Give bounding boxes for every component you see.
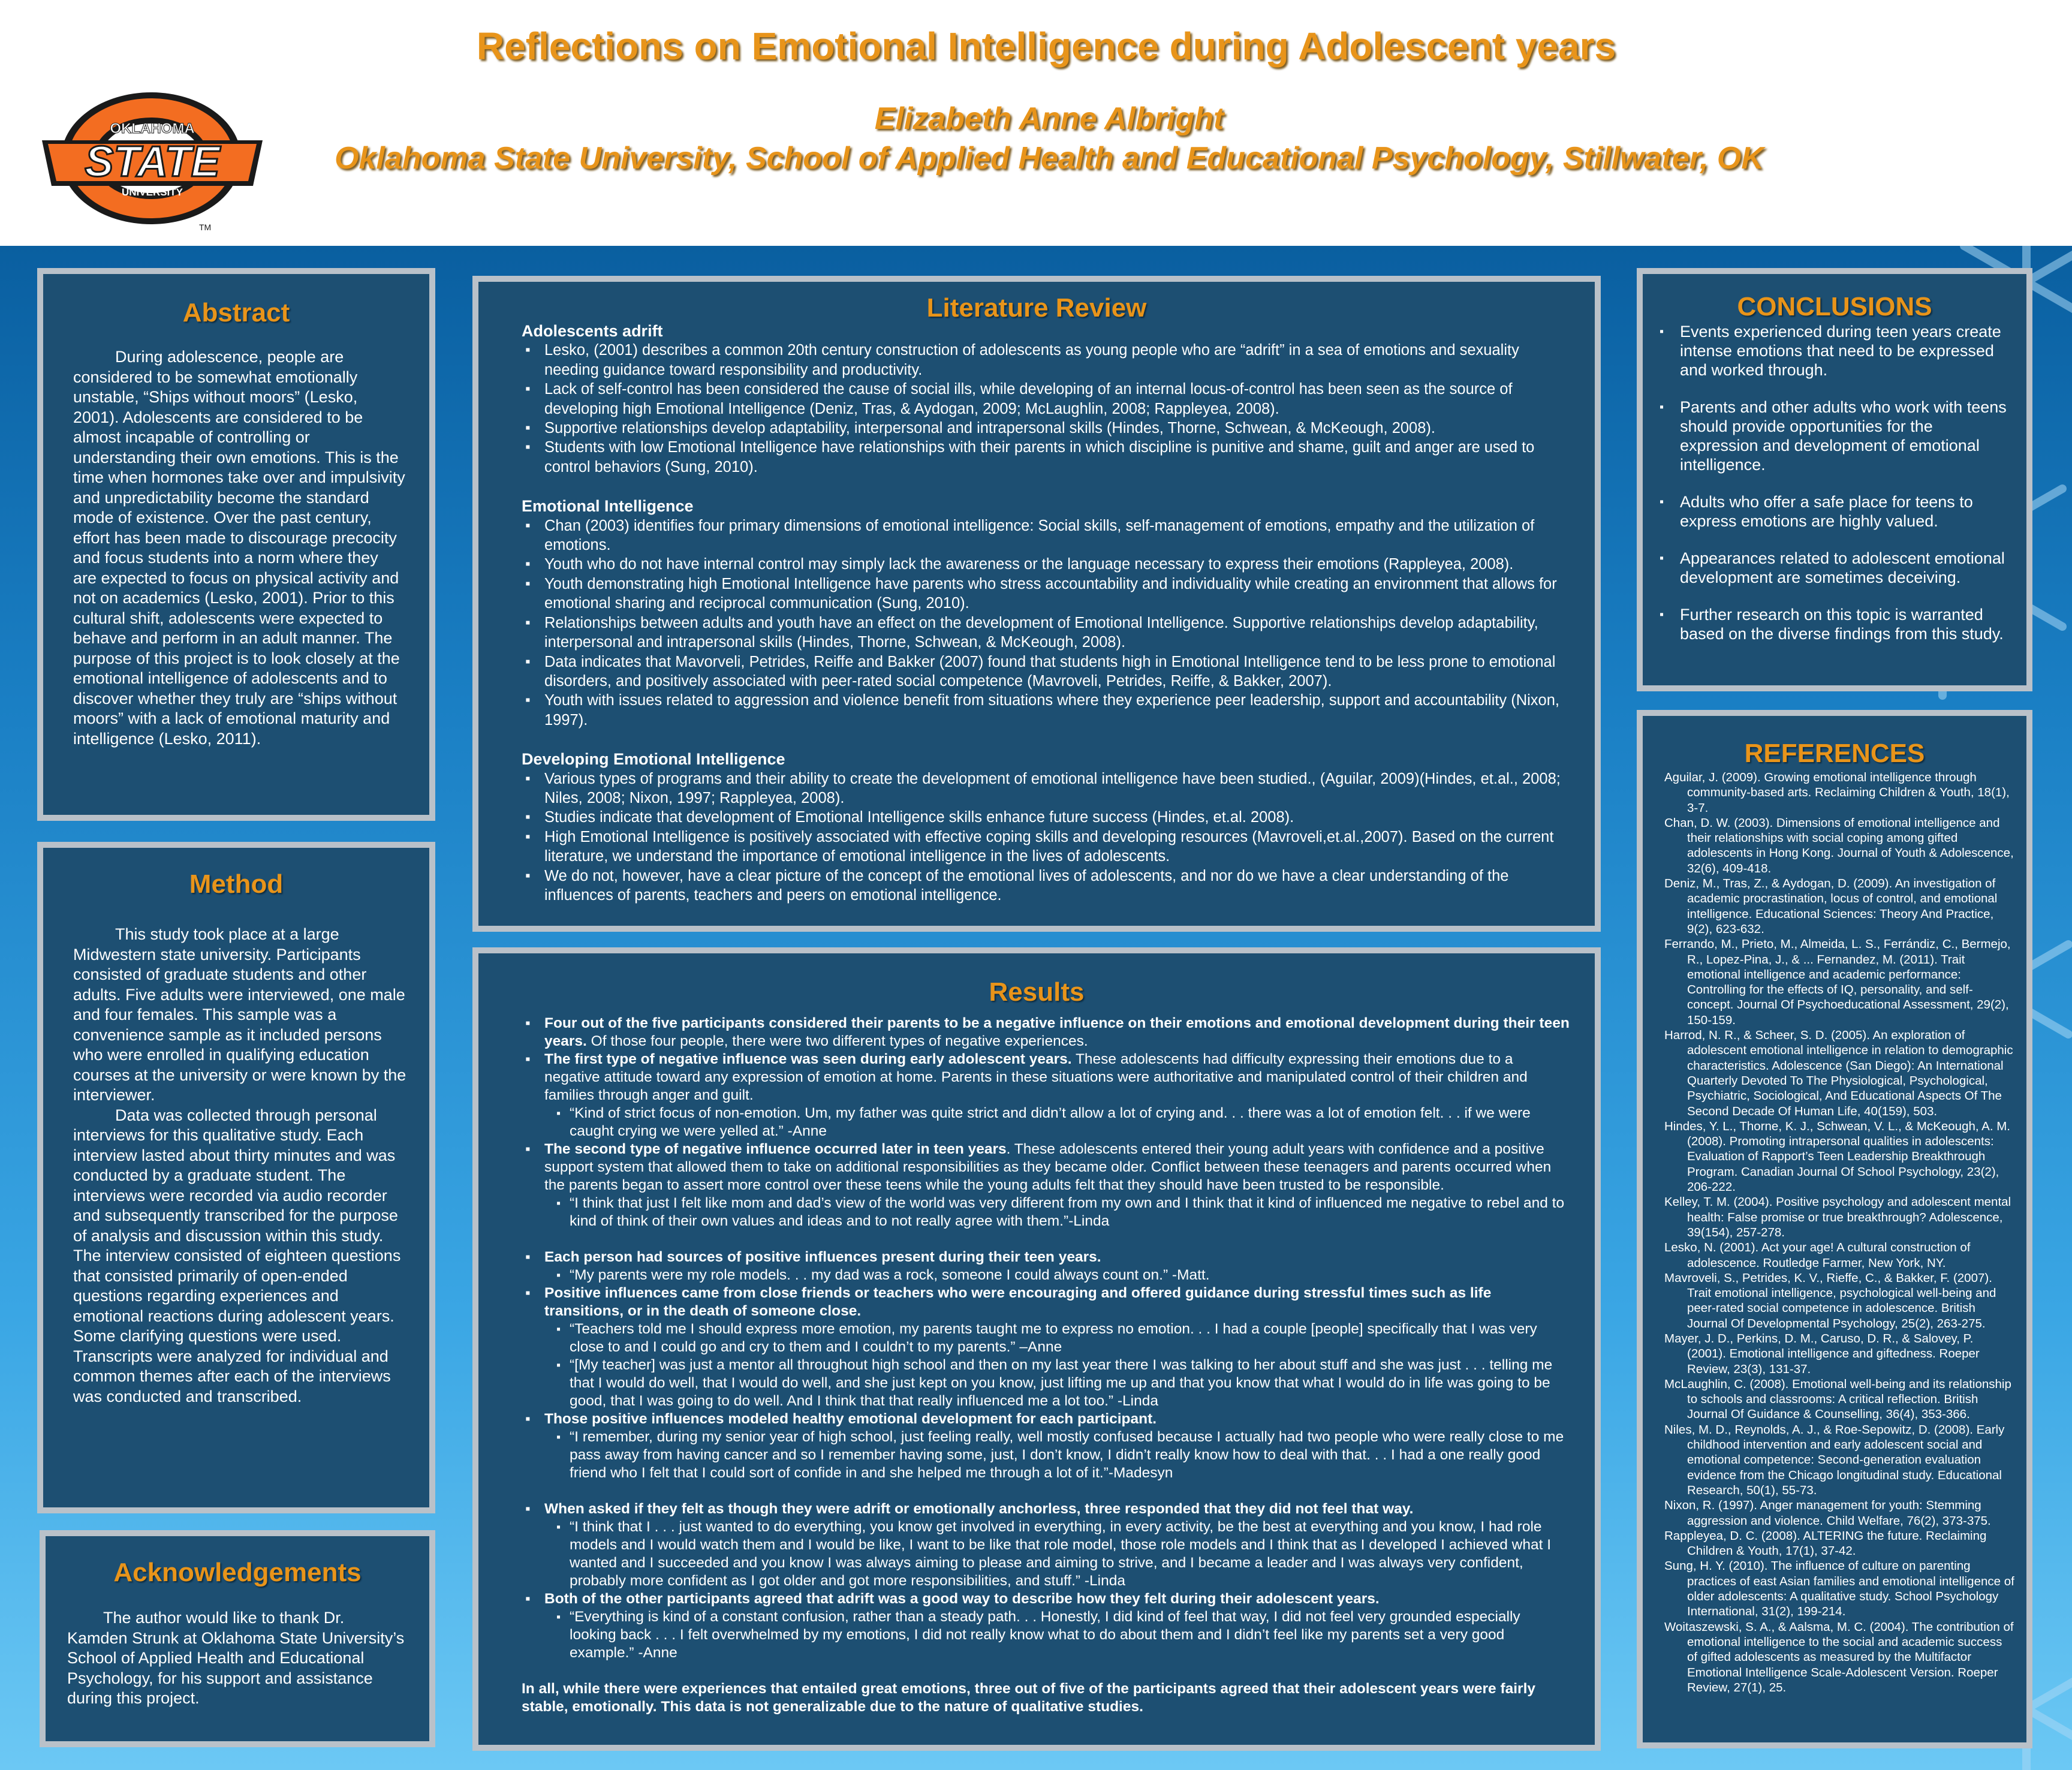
method-panel: [37, 842, 435, 1513]
acknowledgements-text: The author would like to thank Dr. Kamden Strunk at Oklahoma State University’s School of Applied Health and Educational Psychology, for his support and assistance during this project.: [67, 1609, 405, 1707]
lit-heading-adrift: Adolescents adrift: [522, 322, 663, 340]
reference-item: Rappleyea, D. C. (2008). ALTERING the future. Reclaiming Children & Youth, 17(1), 37-42.: [1664, 1528, 1987, 1558]
conclusions-title: CONCLUSIONS: [1737, 292, 1932, 321]
result-3-text: . These adolescents entered their young adult years with confidence and a positive support system that allowed them to take on additional responsibilities as they became older. Conflict between these teenagers and parents occurred when the parents began to assert more control over these teens while the young adults felt that they should have been trusted to be responsible.: [544, 1141, 1552, 1193]
acknowledgements-title: Acknowledgements: [113, 1558, 362, 1587]
lit-item: ▪ Chan (2003) identifies four primary dimensions of emotional intelligence: Social skills, self-management of emotions, empathy and the utilization of emotions.: [544, 516, 1573, 555]
method-paragraph-2: Data was collected through personal interviews for this qualitative study. Each interview lasted about thirty minutes and was conducted by a graduate student. The interviews were recorded via audio recorder and subsequently transcribed for the purpose of analysis and discussion within this study. The interview consisted of eighteen questions that consisted primarily of open-ended questions regarding experiences and emotional reactions during adolescent years. Some clarifying questions were used. Transcripts were analyzed for individual and common themes after each of the interviews was conducted and transcribed.: [73, 1106, 401, 1405]
conclusion-item: ▪ Further research on this topic is warranted based on the diverse findings from this study.: [1680, 605, 2011, 643]
lit-item: ▪ Youth demonstrating high Emotional Intelligence have parents who stress accountability and individuality while creating an environment that allows for emotional sharing and reciprocal communication (Sung, 2010).: [544, 574, 1573, 613]
result-2-text: These adolescents had difficulty expressing their emotions due to a negative attitude toward any expression of emotion at home. Parents in these situations were authoritative and manipulated control of their children and families through anger and guilt.: [544, 1051, 1528, 1103]
lit-heading-ei: Emotional Intelligence: [522, 497, 694, 516]
lit-item: ▪ Relationships between adults and youth have an effect on the development of Emotional Intelligence. Supportive relationships develop adaptability, interpersonal and intrapersonal skills (Hindes, Thorne, Schwean, & McKeough, 2008).: [544, 613, 1573, 652]
reference-item: McLaughlin, C. (2008). Emotional well-being and its relationship to schools and classrooms: A critical reflection. British Journal Of Guidance & Counselling, 36(4), 353-366.: [1664, 1377, 2011, 1422]
abstract-text: During adolescence, people are considered to be somewhat emotionally unstable, “Ships without moors” (Lesko, 2001). Adolescents are considered to be almost incapable of controlling or understanding their own emotions. This is the time when hormones take over and impulsivity and unpredictability become the standard mode of existence. Over the past century, effort has been made to discourage precocity and focus students into a norm where they are expected to focus on physical activity and not on academics (Lesko, 2001). Prior to this cultural shift, adolescents were expected to behave and perform in an adult manner. The purpose of this project is to look closely at the emotional intelligence of adolescents and to discover whether they truly are “ships without moors” with a lack of emotional maturity and intelligence (Lesko, 2011).: [73, 348, 405, 748]
poster-title: Reflections on Emotional Intelligence during Adolescent years: [476, 25, 1616, 68]
result-quote: ▪ “[My teacher] was just a mentor all throughout high school and then on my last year there I was talking to her about stuff and she was just . . . telling me that I would do well, that I would do well, and she just kept on you know, just lifting me up and that you know that what I would do in life was going to be good, that I was going to do well. And I think that that really influenced me a lot too.” -Linda: [570, 1356, 1571, 1410]
abstract-title: Abstract: [182, 298, 290, 327]
result-quote: ▪ “I think that I . . . just wanted to do everything, you know get involved in everything, in every activity, be the best at everything and you know, I had role models and I would watch them and I would be like, I want to be like that role model, those role models and I think that as I developed I achieved what I wanted and I succeeded and you know I was always aiming to please and aiming to strive, and I became a leader and I was always very confident, probably more confident as I got older and got more responsibilities, and stuff.” -Linda: [570, 1518, 1571, 1590]
result-item: [544, 1410, 1571, 1482]
lit-item: ▪ Data indicates that Mavorveli, Petrides, Reiffe and Bakker (2007) found that students high in Emotional Intelligence tend to be less prone to emotional disorders, and positively associated with peer-rated social competence (Mavroveli, Petrides, Reiffe, & Bakker, 2007).: [544, 652, 1573, 691]
result-quote: ▪ “I remember, during my senior year of high school, just feeling really, well mostly confused because I actually had two people who were really close to me pass away from having cancer and so I remember having some, just, I don’t know, I didn’t really know how to deal with that. . . I had a one really good friend who I felt that I could sort of confide in and she helped me through a lot of it.”-Madesyn: [570, 1428, 1571, 1482]
reference-item: Kelley, T. M. (2004). Positive psychology and adolescent mental health: False promise or true breakthrough? Adolescence, 39(154), 257-278.: [1664, 1195, 2011, 1239]
method-paragraph-1: This study took place at a large Midwestern state university. Participants consisted of graduate students and other adults. Five adults were interviewed, one male and four females. This sample was a convenience sample as it included persons who were enrolled in qualifying education courses at the university or were known by the interviewer.: [73, 925, 406, 1104]
result-4-bold: Each person had sources of positive influences present during their teen years.: [544, 1249, 1101, 1265]
lit-item: ▪ Youth with issues related to aggression and violence benefit from situations where they experience peer leadership, support and accountability (Nixon, 1997).: [544, 691, 1573, 730]
result-item: [544, 1050, 1571, 1140]
lit-item: ▪ High Emotional Intelligence is positively associated with effective coping skills and developing resources (Mavroveli,et.al.,2007). Based on the current literature, we understand the importance of emotional intelligence in the lives of adolescents.: [544, 827, 1573, 866]
reference-item: Ferrando, M., Prieto, M., Almeida, L. S., Ferrándiz, C., Bermejo, R., Lopez-Pina, J., & ... Fernandez, M. (2011). Trait emotional intelligence and academic performance: Controlling for the effects of IQ, personality, and self-concept. Journal Of Psychoeducational Assessment, 29(2), 150-159.: [1664, 937, 2011, 1027]
poster-affiliation: Oklahoma State University, School of Applied Health and Educational Psychology, Stillwater, OK: [335, 141, 1764, 176]
result-5-bold: Positive influences came from close friends or teachers who were encouraging and offered guidance during stressful times such as life transitions, or in the death of someone close.: [544, 1285, 1492, 1319]
logo-tm: TM: [199, 222, 212, 232]
results-summary: In all, while there were experiences that entailed great emotions, three out of five of the participants agreed that their adolescent years were fairly stable, emotionally. This data is not generalizable due to the nature of qualitative studies.: [522, 1681, 1536, 1715]
references-title: REFERENCES: [1744, 739, 1925, 768]
conclusions-panel: [1637, 268, 2032, 691]
result-quote: ▪ “I think that just I felt like mom and dad’s view of the world was very different from my own and I think that it kind of influenced me negative to rebel and to kind of think of their own values and ideas and to not really agree with them.”-Linda: [570, 1194, 1571, 1230]
results-panel: [472, 947, 1601, 1751]
result-quote: ▪ “My parents were my role models. . . my dad was a rock, someone I could always count on.” -Matt.: [570, 1266, 1571, 1284]
result-3-bold: The second type of negative influence occurred later in teen years: [544, 1141, 1007, 1157]
result-1-bold: Four out of the five participants considered their parents to be a negative influence on their emotions and emotional development during their teen years.: [544, 1015, 1570, 1049]
reference-item: Hindes, Y. L., Thorne, K. J., Schwean, V. L., & McKeough, A. M. (2008). Promoting intrapersonal qualities in adolescents: Evaluation of Rapport’s Teen Leadership Breakthrough Program. Canadian Journal Of School Psychology, 23(2), 206-222.: [1664, 1119, 2010, 1194]
reference-item: Mavroveli, S., Petrides, K. V., Rieffe, C., & Bakker, F. (2007). Trait emotional intelligence, psychological well-being and peer-rated social competence in adolescence. British Journal Of Developmental Psychology, 25(2), 263-275.: [1664, 1271, 1996, 1330]
acknowledgements-panel: [40, 1530, 435, 1747]
method-title: Method: [189, 869, 284, 899]
result-quote: ▪ “Kind of strict focus of non-emotion. Um, my father was quite strict and didn’t allow a lot of crying and. . . there was a lot of emotion felt. . . if we were caught crying we were yelled at.” -Anne: [570, 1104, 1571, 1140]
lit-item: ▪ Lesko, (2001) describes a common 20th century construction of adolescents as young people who are “adrift” in a sea of emotions and sexuality needing guidance toward responsibility and productivity.: [544, 341, 1573, 380]
logo-main-text: STATE: [85, 138, 220, 186]
logo-bottom-text: UNIVERSITY: [121, 186, 183, 198]
result-quote: ▪ “Everything is kind of a constant confusion, rather than a steady path. . . Honestly, I did kind of feel that way, I did not feel very grounded especially looking back . . . I felt overwhelmed by my emotions, I did not really know what to do about them and I didn’t feel like my parents set a very good example.” -Anne: [570, 1608, 1571, 1662]
conclusion-item: ▪ Parents and other adults who work with teens should provide opportunities for the expression and development of emotional intelligence.: [1680, 398, 2011, 474]
lit-item: ▪ Various types of programs and their ability to create the development of emotional intelligence have been studied., (Aguilar, 2009)(Hindes, et.al., 2008; Niles, 2008; Nixon, 1997; Rappleyea, 2008).: [544, 769, 1573, 808]
lit-item: ▪ Students with low Emotional Intelligence have relationships with their parents in which discipline is punitive and shame, guilt and anger are used to control behaviors (Sung, 2010).: [544, 438, 1573, 477]
reference-item: Chan, D. W. (2003). Dimensions of emotional intelligence and their relationships with social coping among gifted adolescents in Hong Kong. Journal of Youth & Adolescence, 32(6), 409-418.: [1664, 815, 2014, 875]
conclusion-item: ▪ Events experienced during teen years create intense emotions that need to be expressed and worked through.: [1680, 322, 2011, 380]
result-item: [544, 1015, 1571, 1050]
lit-item: ▪ Lack of self-control has been considered the cause of social ills, while developing of an internal locus-of-control has been seen as the source of developing high Emotional Intelligence (Deniz, Tras, & Aydogan, 2009; McLaughlin, 2008; Rappleyea, 2008).: [544, 380, 1573, 419]
result-item: [544, 1284, 1571, 1410]
literature-title: Literature Review: [926, 293, 1147, 323]
lit-heading-developing: Developing Emotional Intelligence: [522, 750, 785, 769]
reference-item: Harrod, N. R., & Scheer, S. D. (2005). An exploration of adolescent emotional intelligence in relation to demographic characteristics. Adolescence (San Diego): An International Quarterly Devoted To The Physiological, Psychological, Psychiatric, Sociological, And Educational Aspects Of The Second Decade Of Human Life, 40(159), 503.: [1664, 1028, 2013, 1118]
reference-item: Woitaszewski, S. A., & Aalsma, M. C. (2004). The contribution of emotional intelligence to the social and academic success of gifted adolescents as measured by the Multifactor Emotional Intelligence Scale-Adolescent Version. Roeper Review, 27(1), 25.: [1664, 1620, 2014, 1694]
poster-author: Elizabeth Anne Albright: [874, 101, 1224, 136]
results-title: Results: [989, 977, 1085, 1007]
osu-logo: [37, 84, 267, 234]
result-quote: ▪ “Teachers told me I should express more emotion, my parents taught me to express no emotion. . . I had a couple [people] specifically that I was very close to and I could go and cry to them and I couldn’t to my parents.” –Anne: [570, 1320, 1571, 1356]
result-2-bold: The first type of negative influence was seen during early adolescent years.: [544, 1051, 1072, 1067]
result-item: [544, 1248, 1571, 1284]
references-panel: [1637, 710, 2032, 1748]
abstract-panel: [37, 268, 435, 821]
lit-item: ▪ Supportive relationships develop adaptability, interpersonal and intrapersonal skills (Hindes, Thorne, Schwean, & McKeough, 2008).: [544, 419, 1573, 438]
reference-item: Aguilar, J. (2009). Growing emotional intelligence through community-based arts. Reclaiming Children & Youth, 18(1), 3-7.: [1664, 770, 2010, 815]
poster-header: [0, 0, 2072, 246]
conclusion-item: ▪ Adults who offer a safe place for teens to express emotions are highly valued.: [1680, 492, 2011, 531]
result-7-bold: When asked if they felt as though they were adrift or emotionally anchorless, three responded that they did not feel that way.: [544, 1501, 1414, 1517]
lit-item: ▪ We do not, however, have a clear picture of the concept of the emotional lives of adolescents, and nor do we have a clear understanding of the influences of parents, teachers and peers on emotional intelligence.: [544, 866, 1573, 905]
reference-item: Sung, H. Y. (2010). The influence of culture on parenting practices of east Asian families and emotional intelligence of older adolescents: A qualitative study. School Psychology International, 31(2), 199-214.: [1664, 1559, 2014, 1619]
reference-item: Niles, M. D., Reynolds, A. J., & Roe-Sepowitz, D. (2008). Early childhood intervention and early adolescent social and emotional competence: Second-generation evaluation evidence from the Chicago longitudinal study. Educational Research, 50(1), 55-73.: [1664, 1422, 2005, 1497]
reference-item: Deniz, M., Tras, Z., & Aydogan, D. (2009). An investigation of academic procrastination, locus of control, and emotional intelligence. Educational Sciences: Theory And Practice, 9(2), 623-632.: [1664, 877, 1998, 936]
lit-item: ▪ Youth who do not have internal control may simply lack the awareness or the language necessary to express their emotions (Rappleyea, 2008).: [544, 555, 1573, 574]
result-8-bold: Both of the other participants agreed that adrift was a good way to describe how they felt during their adolescent years.: [544, 1591, 1380, 1607]
result-item: [544, 1500, 1571, 1590]
reference-item: Lesko, N. (2001). Act your age! A cultural construction of adolescence. Routledge Farmer, New York, NY.: [1664, 1241, 1971, 1270]
logo-top-text: OKLAHOMA: [110, 121, 195, 137]
lit-item: ▪ Studies indicate that development of Emotional Intelligence skills enhance future success (Hindes, et.al. 2008).: [544, 808, 1573, 827]
result-item: [544, 1140, 1571, 1230]
reference-item: Nixon, R. (1997). Anger management for youth: Stemming aggression and violence. Child Welfare, 76(2), 373-375.: [1664, 1498, 1991, 1528]
result-item: [544, 1590, 1571, 1662]
result-1-text: Of those four people, there were two different types of negative experiences.: [586, 1033, 1088, 1049]
conclusion-item: ▪ Appearances related to adolescent emotional development are sometimes deceiving.: [1680, 549, 2011, 587]
literature-review-panel: [472, 276, 1601, 932]
result-6-bold: Those positive influences modeled healthy emotional development for each participant.: [544, 1411, 1157, 1427]
reference-item: Mayer, J. D., Perkins, D. M., Caruso, D. R., & Salovey, P. (2001). Emotional intelligence and giftedness. Roeper Review, 23(3), 131-37.: [1664, 1331, 1980, 1376]
